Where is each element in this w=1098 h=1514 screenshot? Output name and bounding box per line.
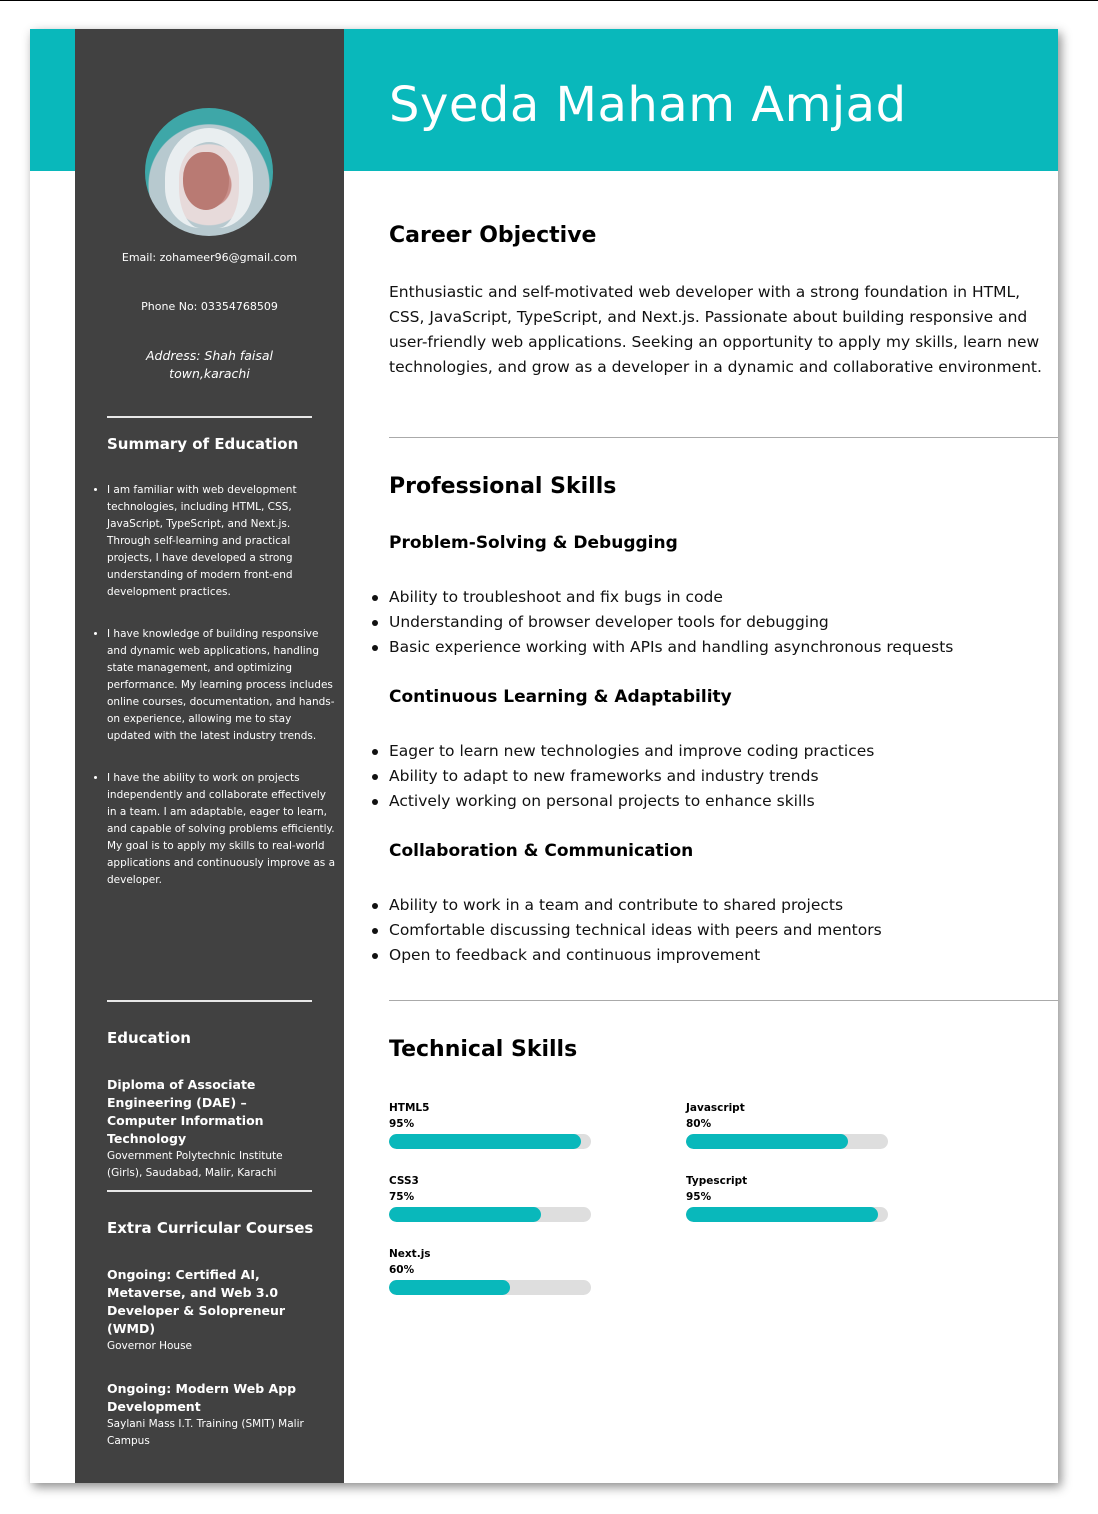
career-heading: Career Objective xyxy=(389,223,597,248)
section-divider xyxy=(389,437,1058,438)
summary-item: • I have the ability to work on projects independently and collaborate effectively in a team. I am adaptable, eager to learn, and capable of solving problems efficiently. My goal is to apply my skills to real-world applications and continuously improve as a developer. xyxy=(107,770,337,889)
skill-percent: 95% xyxy=(686,1191,712,1203)
skill-group-title: Continuous Learning & Adaptability xyxy=(389,687,732,707)
skill-name: CSS3 xyxy=(389,1175,419,1187)
skill-item-nextjs xyxy=(389,1246,591,1295)
skill-bar-track xyxy=(686,1207,888,1222)
career-text: Enthusiastic and self-motivated web developer with a strong foundation in HTML, CSS, JavaScript, TypeScript, and Next.js. Passionate about building responsive and user-friendly web applications. Seeking an opportunity to apply my skills, learn new technologies, and grow as a developer in a dynamic and collaborative environment. xyxy=(389,283,1042,376)
skill-bar-track xyxy=(389,1280,591,1295)
skill-bar-track xyxy=(686,1134,888,1149)
technical-heading: Technical Skills xyxy=(389,1037,578,1062)
skill-bar-track xyxy=(389,1207,591,1222)
summary-item: • I am familiar with web development technologies, including HTML, CSS, JavaScript, TypeScript, and Next.js. Through self-learning and practical projects, I have developed a strong understanding of modern front-end development practices. xyxy=(107,482,337,601)
address-text xyxy=(75,347,344,383)
skill-name: Typescript xyxy=(686,1175,748,1187)
skill-name: Next.js xyxy=(389,1248,431,1260)
list-item: Ability to adapt to new frameworks and industry trends xyxy=(389,764,874,789)
skill-item-javascript xyxy=(686,1100,888,1149)
skill-group-list xyxy=(389,585,953,660)
education-heading: Education xyxy=(107,1029,191,1047)
skill-group-list xyxy=(389,893,882,968)
professional-heading: Professional Skills xyxy=(389,474,617,499)
skill-name: HTML5 xyxy=(389,1102,430,1114)
skill-bar-track xyxy=(389,1134,591,1149)
course-org: Saylani Mass I.T. Training (SMIT) Malir Campus xyxy=(107,1418,304,1447)
list-item: Eager to learn new technologies and improve coding practices xyxy=(389,739,874,764)
skill-group-title: Collaboration & Communication xyxy=(389,841,694,861)
courses-heading: Extra Curricular Courses xyxy=(107,1219,314,1237)
list-item: Ability to troubleshoot and fix bugs in code xyxy=(389,585,953,610)
course-entry xyxy=(107,1266,317,1355)
education-degree: Diploma of Associate Engineering (DAE) – Computer Information Technology xyxy=(107,1077,264,1146)
summary-list xyxy=(89,482,337,914)
skill-item-html5 xyxy=(389,1100,591,1149)
address-line-2: town,karachi xyxy=(169,366,250,381)
skill-percent: 80% xyxy=(686,1118,712,1130)
list-item: Open to feedback and continuous improvement xyxy=(389,943,882,968)
sidebar xyxy=(75,29,344,1483)
email-text: Email: zohameer96@gmail.com xyxy=(121,251,298,264)
skill-bar-fill xyxy=(389,1134,581,1149)
skill-bar-fill xyxy=(686,1134,848,1149)
skill-bar-fill xyxy=(686,1207,878,1222)
skill-percent: 95% xyxy=(389,1118,415,1130)
course-title: Ongoing: Certified AI, Metaverse, and Web 3.0 Developer & Solopreneur (WMD) xyxy=(107,1267,286,1336)
skill-name: Javascript xyxy=(686,1102,745,1114)
list-item: Basic experience working with APIs and handling asynchronous requests xyxy=(389,635,953,660)
skill-percent: 60% xyxy=(389,1264,415,1276)
list-item: Ability to work in a team and contribute to shared projects xyxy=(389,893,882,918)
course-title: Ongoing: Modern Web App Development xyxy=(107,1381,297,1414)
sidebar-divider xyxy=(107,416,312,418)
sidebar-divider xyxy=(107,1190,312,1192)
phone-text: Phone No: 03354768509 xyxy=(141,300,278,313)
course-entry xyxy=(107,1380,317,1450)
summary-heading: Summary of Education xyxy=(107,435,299,453)
top-border xyxy=(0,0,1098,1)
skill-group-title: Problem-Solving & Debugging xyxy=(389,533,678,553)
skill-group-list xyxy=(389,739,874,814)
skill-item-typescript xyxy=(686,1173,888,1222)
education-entry xyxy=(107,1076,317,1182)
candidate-name: Syeda Maham Amjad xyxy=(389,77,907,133)
section-divider xyxy=(389,1000,1058,1001)
skill-bar-fill xyxy=(389,1207,541,1222)
list-item: Actively working on personal projects to enhance skills xyxy=(389,789,874,814)
list-item: Understanding of browser developer tools for debugging xyxy=(389,610,953,635)
skill-item-css3 xyxy=(389,1173,591,1222)
address-line-1: Address: Shah faisal xyxy=(145,348,274,363)
skill-bar-fill xyxy=(389,1280,510,1295)
skill-percent: 75% xyxy=(389,1191,415,1203)
list-item: Comfortable discussing technical ideas with peers and mentors xyxy=(389,918,882,943)
summary-item: • I have knowledge of building responsive and dynamic web applications, handling state management, and optimizing performance. My learning process includes online courses, documentation, and hands-on experience, allowing me to stay updated with the latest industry trends. xyxy=(107,626,337,745)
resume-page xyxy=(30,29,1058,1483)
education-institute: Government Polytechnic Institute (Girls), Saudabad, Malir, Karachi xyxy=(107,1150,283,1179)
profile-photo xyxy=(145,108,273,236)
sidebar-divider xyxy=(107,1000,312,1002)
course-org: Governor House xyxy=(107,1340,193,1352)
